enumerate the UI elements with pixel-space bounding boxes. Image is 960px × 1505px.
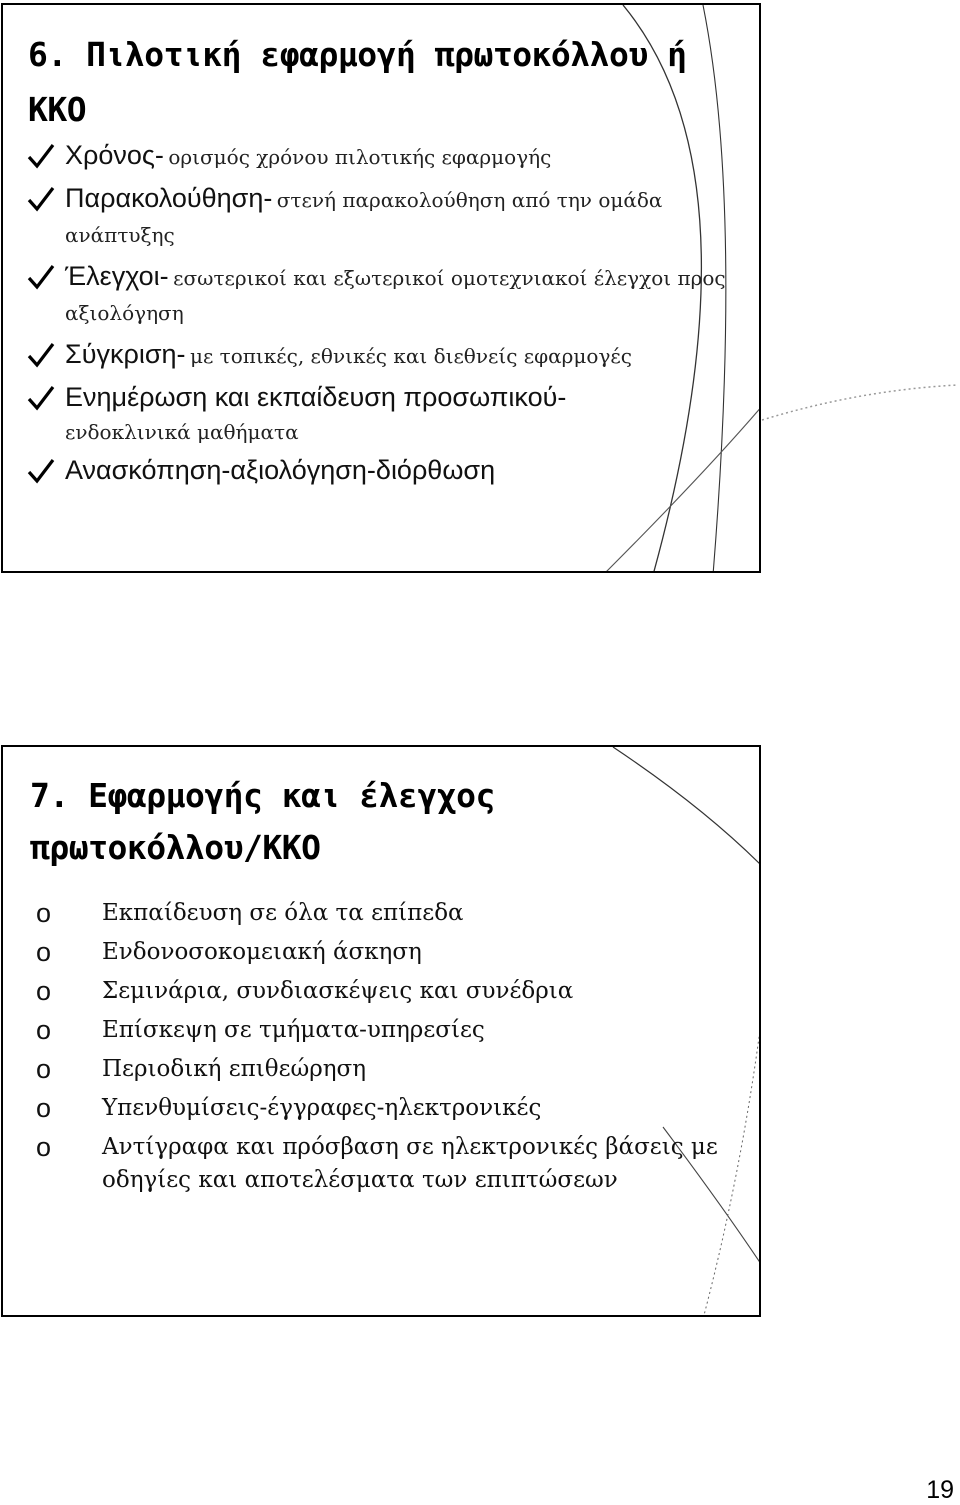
list-item-text: Επίσκεψη σε τμήματα-υπηρεσίες	[102, 1017, 485, 1043]
list-item	[36, 975, 736, 1008]
item-term: Παρακολούθηση-	[65, 183, 273, 213]
list-item	[36, 1053, 736, 1086]
slide-1	[1, 3, 761, 573]
list-item	[36, 1014, 736, 1047]
slide-1-title: 6. Πιλοτική εφαρμογή πρωτοκόλλου ή ΚΚΟ	[28, 35, 687, 129]
bullet-marker: o	[36, 1093, 52, 1123]
checklist-item	[27, 454, 747, 491]
list-item-text: Υπενθυμίσεις-έγγραφες-ηλεκτρονικές	[102, 1095, 542, 1121]
checkmark-icon	[27, 264, 55, 290]
item-description: εσωτερικοί και εξωτερικοί ομοτεχνιακοί έλεγχοι προς αξιολόγηση	[65, 266, 726, 325]
slide-1-checklist	[27, 139, 747, 497]
checkmark-icon	[27, 186, 55, 212]
list-item-text: Ενδονοσοκομειακή άσκηση	[102, 939, 422, 965]
checklist-item	[27, 260, 747, 332]
bullet-marker: o	[36, 898, 52, 928]
item-term: Χρόνος-	[65, 140, 164, 170]
checkmark-icon	[27, 458, 55, 484]
item-description: στενή παρακολούθηση από την ομάδα ανάπτυξης	[65, 188, 663, 247]
item-description: ορισμός χρόνου πιλοτικής εφαρμογής	[168, 145, 552, 169]
slide-2-title: 7. Εφαρμογής και έλεγχος πρωτοκόλλου/ΚΚΟ	[30, 776, 495, 867]
item-term: Έλεγχοι-	[65, 261, 169, 291]
list-item-text: Σεμινάρια, συνδιασκέψεις και συνέδρια	[102, 978, 574, 1004]
checklist-item	[27, 182, 747, 254]
list-item-text: Αντίγραφα και πρόσβαση σε ηλεκτρονικές βάσεις με οδηγίες και αποτελέσματα των επιπτώσεων	[102, 1134, 718, 1193]
bullet-marker: o	[36, 1132, 52, 1162]
bullet-marker: o	[36, 1054, 52, 1084]
bullet-marker: o	[36, 976, 52, 1006]
list-item	[36, 1092, 736, 1125]
bullet-marker: o	[36, 1015, 52, 1045]
item-term: Ενημέρωση και εκπαίδευση προσωπικού-	[65, 382, 567, 412]
bullet-marker: o	[36, 937, 52, 967]
checklist-item	[27, 338, 747, 375]
slide-2-bullet-list	[36, 897, 736, 1203]
checklist-item	[27, 381, 747, 448]
list-item	[36, 1131, 736, 1197]
slide-2	[1, 745, 761, 1317]
list-item	[36, 936, 736, 969]
list-item-text: Εκπαίδευση σε όλα τα επίπεδα	[102, 900, 464, 926]
checkmark-icon	[27, 342, 55, 368]
page-number: 19	[926, 1476, 954, 1504]
item-description: ενδοκλινικά μαθήματα	[65, 420, 299, 444]
list-item	[36, 897, 736, 930]
checkmark-icon	[27, 143, 55, 169]
checklist-item	[27, 139, 747, 176]
list-item-text: Περιοδική επιθεώρηση	[102, 1056, 367, 1082]
item-term: Σύγκριση-	[65, 339, 186, 369]
item-description: με τοπικές, εθνικές και διεθνείς εφαρμογές	[189, 344, 632, 368]
item-term: Ανασκόπηση-αξιολόγηση-διόρθωση	[65, 455, 496, 485]
checkmark-icon	[27, 385, 55, 411]
